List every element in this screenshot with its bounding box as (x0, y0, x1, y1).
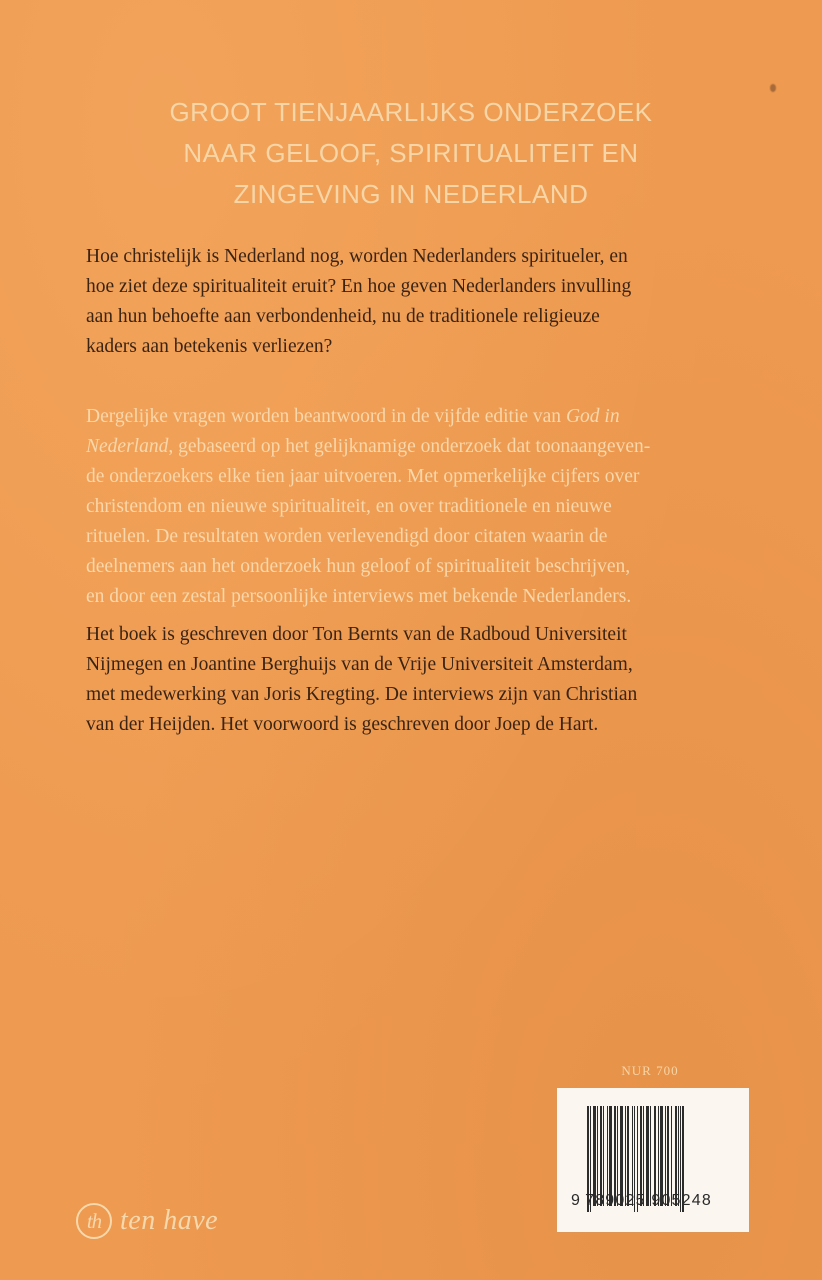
authors-line-1: Het boek is geschreven door Ton Bernts van de Radboud Universiteit (86, 624, 627, 645)
authors-line-3: met medewerking van Joris Kregting. De interviews zijn van Christian (86, 684, 638, 705)
headline (0, 92, 822, 215)
headline-line-1: GROOT TIENJAARLIJKS ONDERZOEK (169, 97, 653, 127)
print-speck (770, 84, 776, 92)
description-line-2-text: , gebaseerd op het gelijknamige onderzoek dat toonaangeven- (168, 436, 651, 457)
publisher-logo (76, 1203, 218, 1239)
description-line-4: christendom en nieuwe spiritualiteit, en over traditionele en nieuwe (86, 496, 612, 517)
isbn-prefix-digit: 9 (571, 1192, 582, 1209)
headline-line-2: NAAR GELOOF, SPIRITUALITEIT EN (183, 138, 639, 168)
description-line-5: rituelen. De resultaten worden verlevendigd door citaten waarin de (86, 526, 608, 547)
description-line-3: de onderzoekers elke tien jaar uitvoeren. Met opmerkelijke cijfers over (86, 466, 640, 487)
description-line-1 (86, 402, 736, 432)
intro-paragraph (86, 242, 736, 362)
book-title-italic-1: God in (565, 406, 620, 427)
authors-line-2: Nijmegen en Joantine Berghuijs van de Vrije Universiteit Amsterdam, (86, 654, 633, 675)
isbn-digits: 789025 905248 (585, 1192, 712, 1209)
description-line-6: deelnemers aan het onderzoek hun geloof of spiritualiteit beschrijven, (86, 556, 631, 577)
publisher-name: ten have (120, 1205, 219, 1236)
authors-line-4: van der Heijden. Het voorwoord is geschreven door Joep de Hart. (86, 714, 599, 735)
intro-line-3: aan hun behoefte aan verbondenheid, nu de traditionele religieuze (86, 306, 600, 327)
barcode (557, 1088, 749, 1232)
description-line-2 (86, 432, 736, 462)
nur-code: NUR 700 (621, 1063, 679, 1078)
description-line-7: en door een zestal persoonlijke interviews met bekende Nederlanders. (86, 586, 632, 607)
intro-line-4: kaders aan betekenis verliezen? (86, 336, 333, 357)
intro-line-2: hoe ziet deze spiritualiteit eruit? En hoe geven Nederlanders invulling (86, 276, 632, 297)
isbn-number (571, 1192, 741, 1210)
description-paragraph (86, 402, 736, 612)
description-line-1-text: Dergelijke vragen worden beantwoord in de vijfde editie van (86, 406, 566, 427)
headline-line-3: ZINGEVING IN NEDERLAND (233, 179, 589, 209)
book-title-italic-2: Nederland (86, 436, 169, 457)
intro-line-1: Hoe christelijk is Nederland nog, worden Nederlanders spiritueler, en (86, 246, 628, 267)
publisher-logo-icon: th (76, 1203, 112, 1239)
authors-paragraph (86, 620, 736, 740)
